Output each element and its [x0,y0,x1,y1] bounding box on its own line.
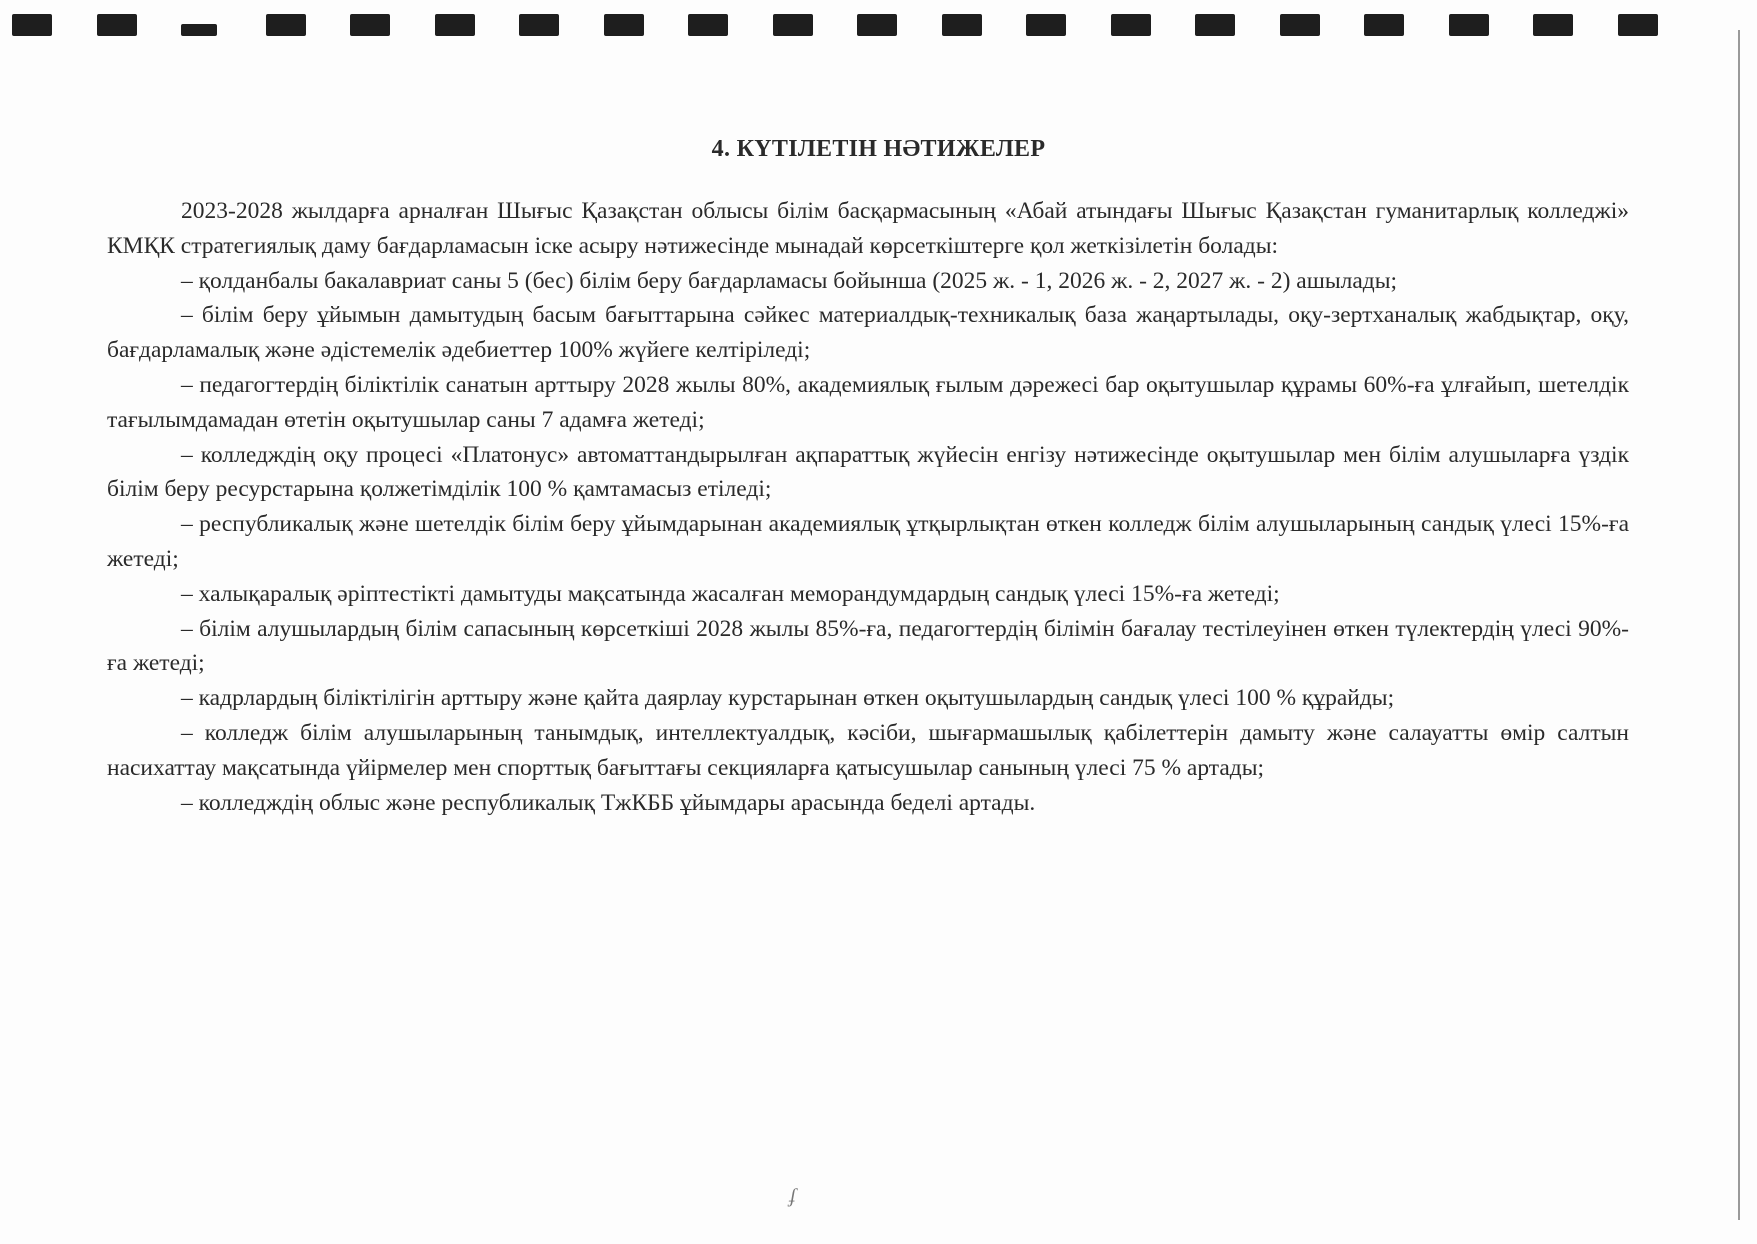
list-item: – білім алушылардың білім сапасының көрсеткіші 2028 жылы 85%-ға, педагогтердің білімін бағалау тестілеуінен өткен түлектердің үлесі 90%-ға жетеді; [107,615,1629,677]
perforation-mark [435,14,475,36]
perforation-mark [604,14,644,36]
perforation-mark [1195,14,1235,36]
perforation-mark [857,14,897,36]
perforation-mark [1618,14,1658,36]
list-item: – қолданбалы бакалавриат саны 5 (бес) білім беру бағдарламасы бойынша (2025 ж. - 1, 2026 ж. - 2, 2027 ж. - 2) ашылады; [181,267,1398,294]
section-heading: 4. КҮТІЛЕТІН НӘТИЖЕЛЕР [711,136,1046,162]
perforation-mark [1280,14,1320,36]
list-item: – кадрлардың біліктілігін арттыру және қайта даярлау курстарынан өткен оқытушылардың сандық үлесі 100 % құрайды; [181,685,1395,712]
scan-speck: ʄ [790,1185,796,1207]
intro-paragraph: 2023-2028 жылдарға арналған Шығыс Қазақстан облысы білім басқармасының «Абай атындағы Шығыс Қазақстан гуманитарлық колледжі» КМҚК стратегиялық даму бағдарламасын іске асыру нәтижесінде мынадай көрсеткіштерге қол жеткізілетін болады: [107,198,1629,259]
perforation-mark [350,14,390,36]
perforation-mark [773,14,813,36]
list-item: – колледж білім алушыларының танымдық, интеллектуалдық, кәсіби, шығармашылық қабілеттерін дамыту және салауатты өмір салтын насихаттау мақсатында үйірмелер мен спорттық бағыттағы секцияларға қатысушылар санының үлесі 75 % артады; [107,719,1629,781]
perforation-mark [97,14,137,36]
perforation-mark [688,14,728,36]
perforation-mark [181,24,217,36]
list-item: – республикалық және шетелдік білім беру ұйымдарынан академиялық ұтқырлықтан өткен колледж білім алушыларының сандық үлесі 15%-ға жетеді; [107,511,1629,572]
perforation-mark [12,14,52,36]
perforation-mark [942,14,982,36]
perforation-mark [519,14,559,36]
list-item: – педагогтердің біліктілік санатын арттыру 2028 жылы 80%, академиялық ғылым дәрежесі бар оқытушылар құрамы 60%-ға ұлғайып, шетелдік тағылымдамадан өтетін оқытушылар саны 7 адамға жетеді; [107,371,1629,433]
perforation-mark [1533,14,1573,36]
document-body [107,194,1629,820]
page-edge-line [1738,30,1740,1220]
perforation-mark [1364,14,1404,36]
binding-perforation-strip [0,0,1757,44]
perforation-mark [266,14,306,36]
perforation-mark [1111,14,1151,36]
list-item: – білім беру ұйымын дамытудың басым бағыттарына сәйкес материалдық-техникалық база жаңартылады, оқу-зертханалық жабдықтар, оқу, бағдарламалық және әдістемелік әдебиеттер 100% жүйеге келтіріледі; [107,302,1629,364]
list-item: – колледждің облыс және республикалық ТжКББ ұйымдары арасында беделі артады. [181,789,1036,816]
list-item: – колледждің оқу процесі «Платонус» автоматтандырылған ақпараттық жүйесін енгізу нәтижесінде оқытушылар мен білім алушыларға үздік білім беру ресурстарына қолжетімділік 100 % қамтамасыз етіледі; [107,441,1629,503]
perforation-mark [1026,14,1066,36]
list-item: – халықаралық әріптестікті дамытуды мақсатында жасалған меморандумдардың сандық үлесі 15%-ға жетеді; [181,580,1280,607]
perforation-mark [1449,14,1489,36]
